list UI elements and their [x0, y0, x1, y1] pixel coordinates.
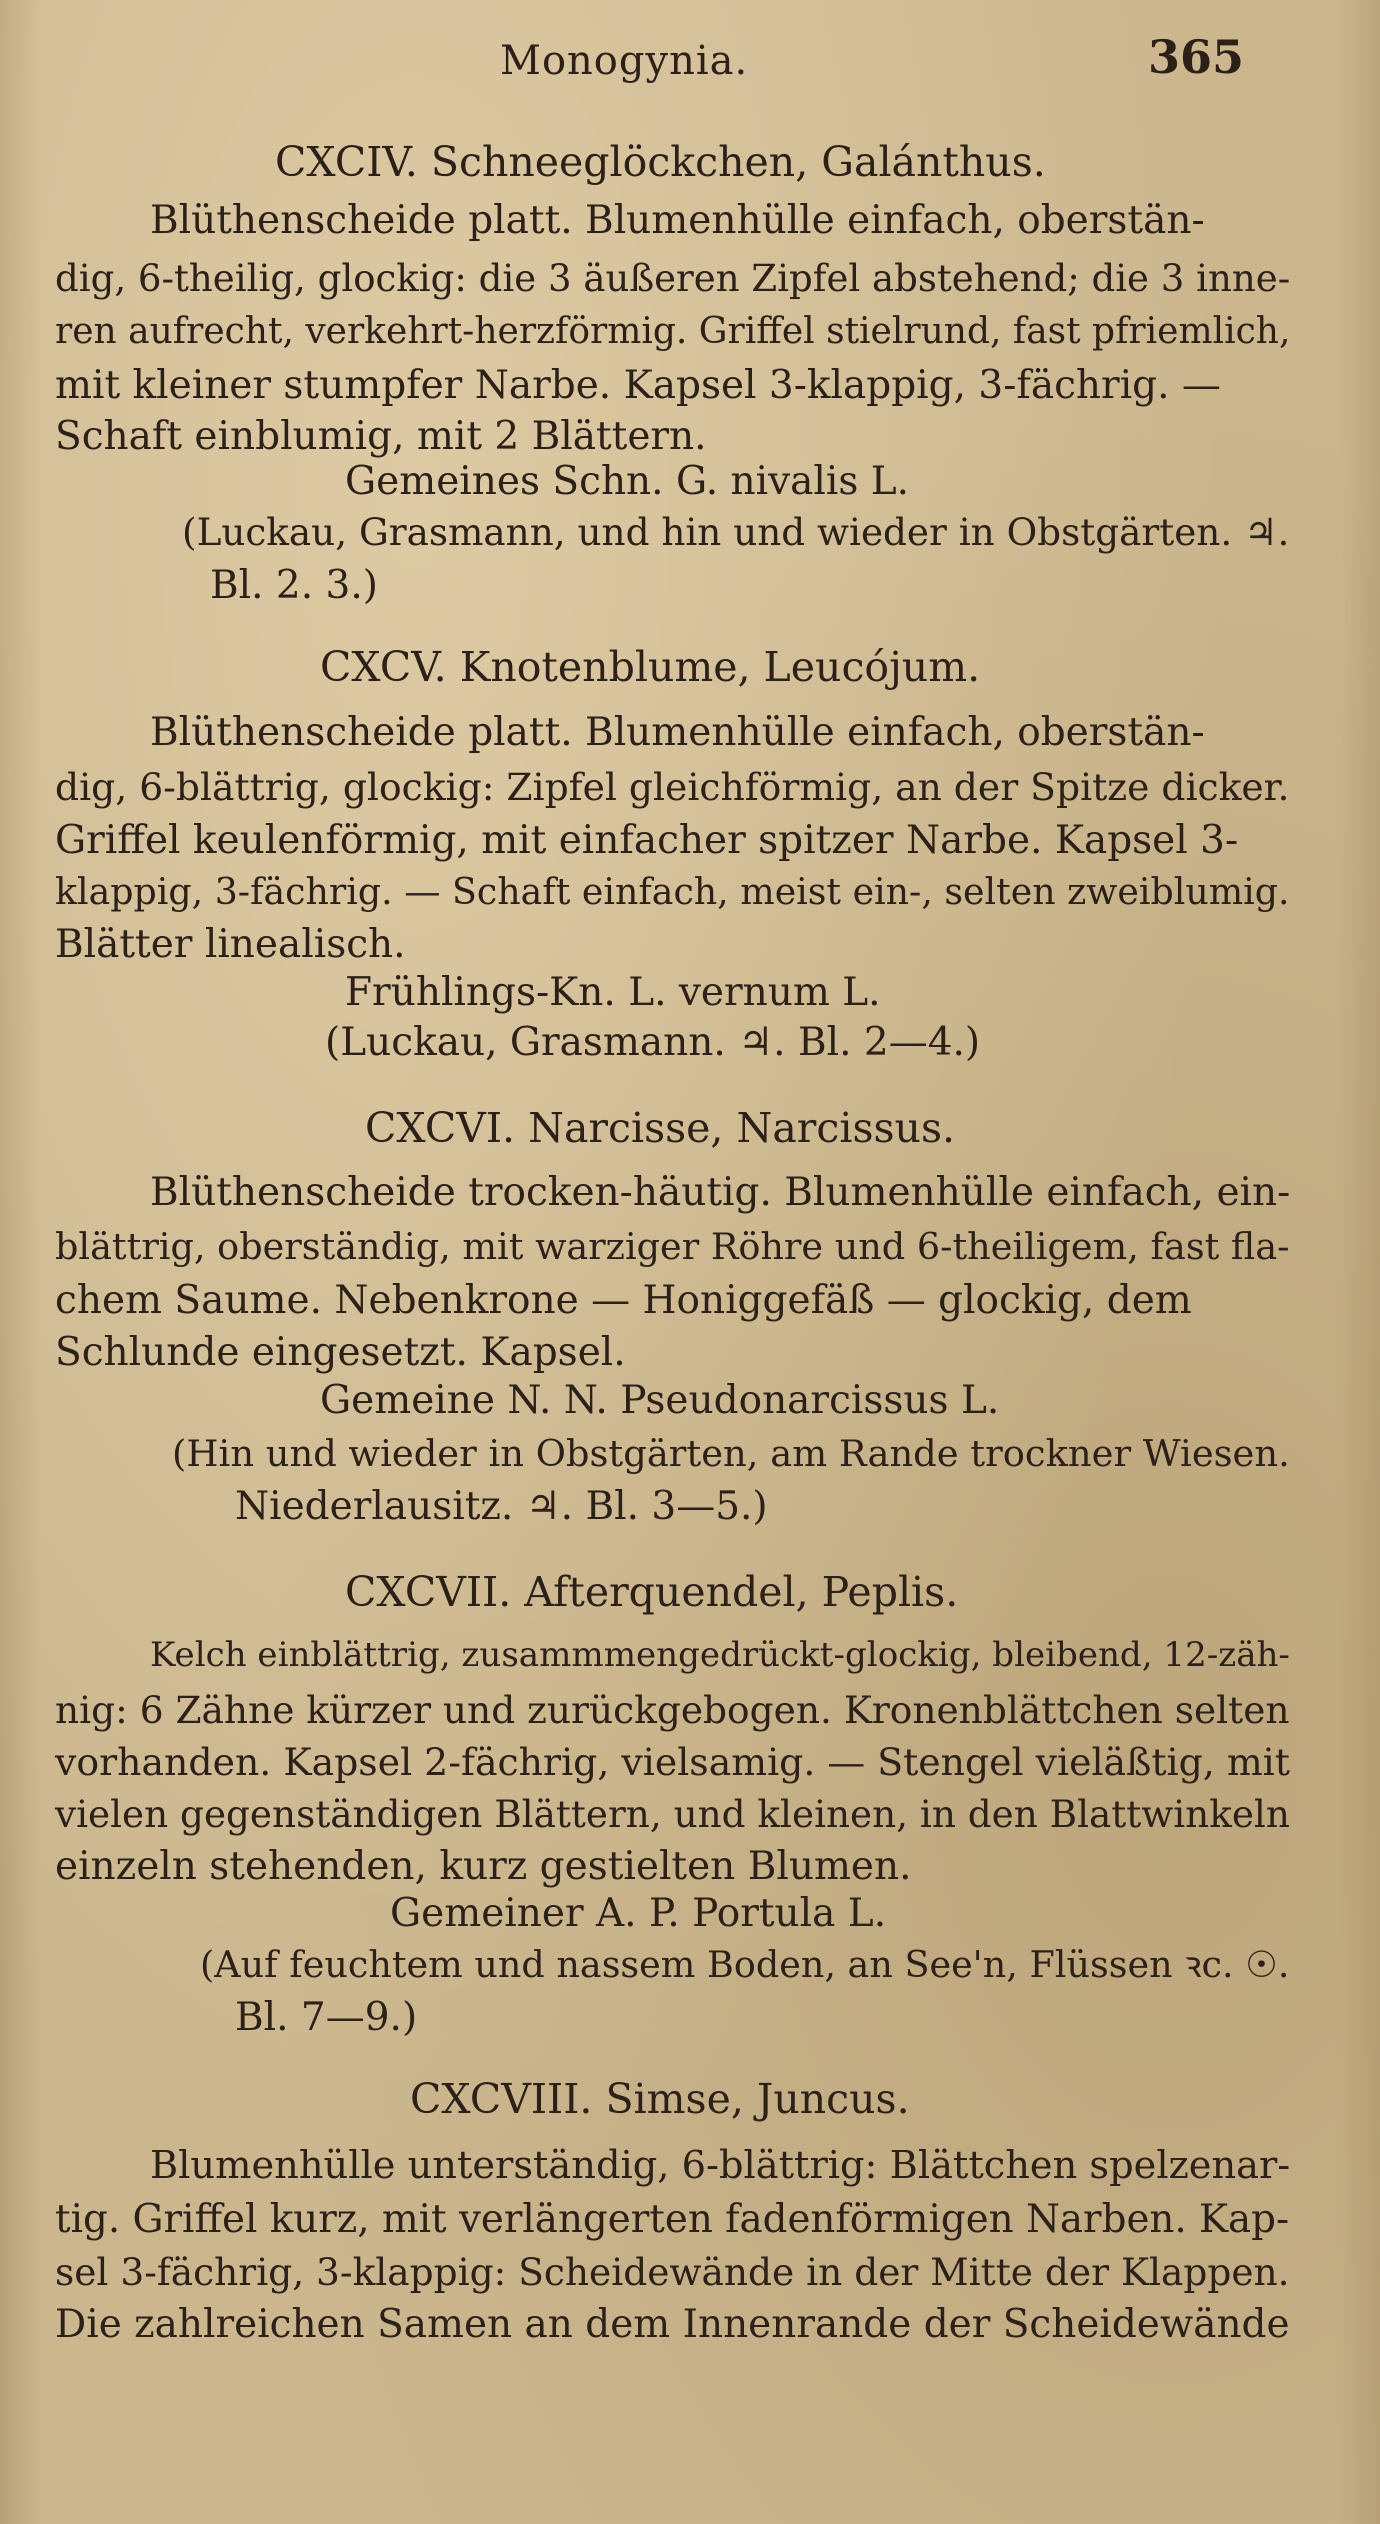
note-line: (Auf feuchtem und nassem Boden, an See'n, Flüssen ꝛc. ☉.: [200, 1943, 1290, 1986]
text-line: Blumenhülle unterständig, 6-blättrig: Blättchen spelzenar-: [150, 2143, 1291, 2188]
text-line: tig. Griffel kurz, mit verlängerten fadenförmigen Narben. Kap-: [55, 2197, 1290, 2242]
section-heading: CXCV. Knotenblume, Leucójum.: [320, 643, 981, 691]
text-line: chem Saume. Nebenkrone — Honiggefäß — glockig, dem: [55, 1278, 1192, 1323]
section-heading: CXCVII. Afterquendel, Peplis.: [345, 1568, 959, 1616]
text-line: Blüthenscheide platt. Blumenhülle einfach, oberstän-: [150, 198, 1205, 243]
text-line: sel 3-fächrig, 3-klappig: Scheidewände in der Mitte der Klappen.: [55, 2250, 1290, 2294]
species-name: Gemeines Schn. G. nivalis L.: [345, 459, 910, 504]
running-title: Monogynia.: [500, 38, 749, 84]
text-line: Kelch einblättrig, zusammmengedrückt-glockig, bleibend, 12-zäh-: [150, 1635, 1290, 1675]
text-line: Schaft einblumig, mit 2 Blättern.: [55, 414, 707, 459]
text-line: Blätter linealisch.: [55, 922, 406, 967]
text-line: klappig, 3-fächrig. — Schaft einfach, meist ein-, selten zweiblumig.: [55, 870, 1290, 913]
section-heading: CXCVIII. Simse, Juncus.: [410, 2075, 910, 2123]
page-number: 365: [1148, 30, 1245, 84]
section-heading: CXCVI. Narcisse, Narcissus.: [365, 1104, 956, 1152]
text-line: Die zahlreichen Samen an dem Innenrande der Scheidewände: [55, 2302, 1290, 2347]
note-line: (Luckau, Grasmann. ♃. Bl. 2—4.): [325, 1020, 981, 1065]
section-heading: CXCIV. Schneeglöckchen, Galánthus.: [275, 138, 1046, 186]
text-line: vielen gegenständigen Blättern, und kleinen, in den Blattwinkeln: [55, 1792, 1290, 1836]
text-line: Griffel keulenförmig, mit einfacher spitzer Narbe. Kapsel 3-: [55, 818, 1239, 863]
text-line: vorhanden. Kapsel 2-fächrig, vielsamig. — Stengel vieläßtig, mit: [55, 1740, 1290, 1784]
species-name: Gemeiner A. P. Portula L.: [390, 1891, 887, 1936]
note-line: (Luckau, Grasmann, und hin und wieder in Obstgärten. ♃.: [182, 510, 1290, 554]
species-name: Gemeine N. N. Pseudonarcissus L.: [320, 1378, 1000, 1423]
note-line: Bl. 7—9.): [235, 1995, 418, 2040]
species-name: Frühlings-Kn. L. vernum L.: [345, 970, 881, 1015]
text-line: dig, 6-blättrig, glockig: Zipfel gleichförmig, an der Spitze dicker.: [55, 765, 1290, 809]
text-line: dig, 6-theilig, glockig: die 3 äußeren Zipfel abstehend; die 3 inne-: [55, 257, 1291, 300]
text-line: Blüthenscheide trocken-häutig. Blumenhülle einfach, ein-: [150, 1170, 1291, 1215]
text-line: Blüthenscheide platt. Blumenhülle einfach, oberstän-: [150, 710, 1205, 755]
text-line: ren aufrecht, verkehrt-herzförmig. Griffel stielrund, fast pfriemlich,: [55, 311, 1291, 352]
note-line: Bl. 2. 3.): [210, 563, 378, 608]
note-line: (Hin und wieder in Obstgärten, am Rande trockner Wiesen.: [172, 1432, 1290, 1475]
text-line: einzeln stehenden, kurz gestielten Blumen.: [55, 1844, 912, 1889]
text-line: Schlunde eingesetzt. Kapsel.: [55, 1330, 626, 1375]
text-line: nig: 6 Zähne kürzer und zurückgebogen. Kronenblättchen selten: [55, 1688, 1290, 1732]
text-line: mit kleiner stumpfer Narbe. Kapsel 3-klappig, 3-fächrig. —: [55, 363, 1221, 408]
text-line: blättrig, oberständig, mit warziger Röhre und 6-theiligem, fast fla-: [55, 1225, 1290, 1268]
note-line: Niederlausitz. ♃. Bl. 3—5.): [235, 1484, 768, 1529]
